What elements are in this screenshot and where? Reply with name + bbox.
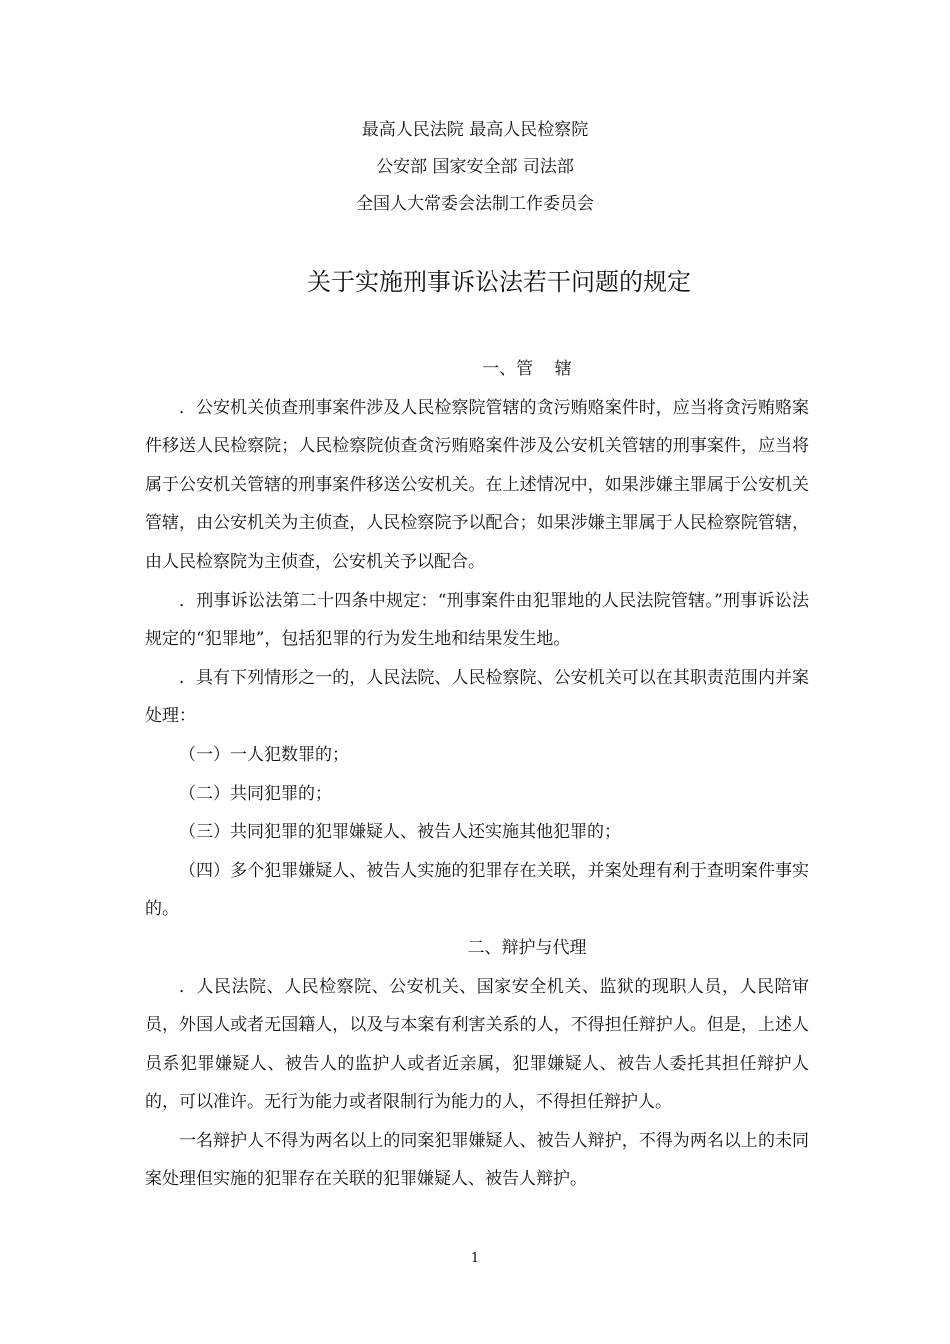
article-paragraph: ．刑事诉讼法第二十四条中规定：“刑事案件由犯罪地的人民法院管辖。”刑事诉讼法规定的“犯罪地”，包括犯罪的行为发生地和结果发生地。: [145, 590, 809, 650]
page-number: 1: [470, 1251, 480, 1266]
document-body: [145, 350, 809, 1199]
article-paragraph: ．公安机关侦查刑事案件涉及人民检察院管辖的贪污贿赂案件时，应当将贪污贿赂案件移送人民检察院；人民检察院侦查贪污贿赂案件涉及公安机关管辖的刑事案件，应当将属于公安机关管辖的刑事案件移送公安机关。在上述情况中，如果涉嫌主罪属于公安机关管辖，由公安机关为主侦查，人民检察院予以配合；如果涉嫌主罪属于人民检察院管辖，由人民检察院为主侦查，公安机关予以配合。: [145, 397, 809, 572]
list-item: （二）共同犯罪的；: [179, 783, 332, 804]
article-paragraph: 一名辩护人不得为两名以上的同案犯罪嫌疑人、被告人辩护，不得为两名以上的未同案处理但实施的犯罪存在关联的犯罪嫌疑人、被告人辩护。: [145, 1130, 809, 1190]
section-heading-defense: 二、辩护与代理: [467, 937, 587, 958]
list-item: （一）一人犯数罪的；: [179, 744, 349, 765]
section-heading-jurisdiction: 一、管 辖: [482, 359, 572, 379]
issuer-line: 全国人大常委会法制工作委员会: [356, 194, 594, 214]
issuer-line: 公安部 国家安全部 司法部: [376, 157, 574, 177]
list-item: （四）多个犯罪嫌疑人、被告人实施的犯罪存在关联，并案处理有利于查明案件事实的。: [145, 860, 809, 920]
issuing-authorities: [0, 112, 950, 223]
list-item: （三）共同犯罪的犯罪嫌疑人、被告人还实施其他犯罪的；: [179, 822, 621, 843]
issuer-line: 最高人民法院 最高人民检察院: [361, 120, 589, 140]
document-title: 关于实施刑事诉讼法若干问题的规定: [307, 268, 691, 296]
article-paragraph: ．人民法院、人民检察院、公安机关、国家安全机关、监狱的现职人员，人民陪审员，外国人或者无国籍人，以及与本案有利害关系的人，不得担任辩护人。但是，上述人员系犯罪嫌疑人、被告人的监护人或者近亲属，犯罪嫌疑人、被告人委托其担任辩护人的，可以准许。无行为能力或者限制行为能力的人，不得担任辩护人。: [145, 976, 809, 1113]
article-paragraph: ．具有下列情形之一的，人民法院、人民检察院、公安机关可以在其职责范围内并案处理：: [145, 667, 809, 727]
